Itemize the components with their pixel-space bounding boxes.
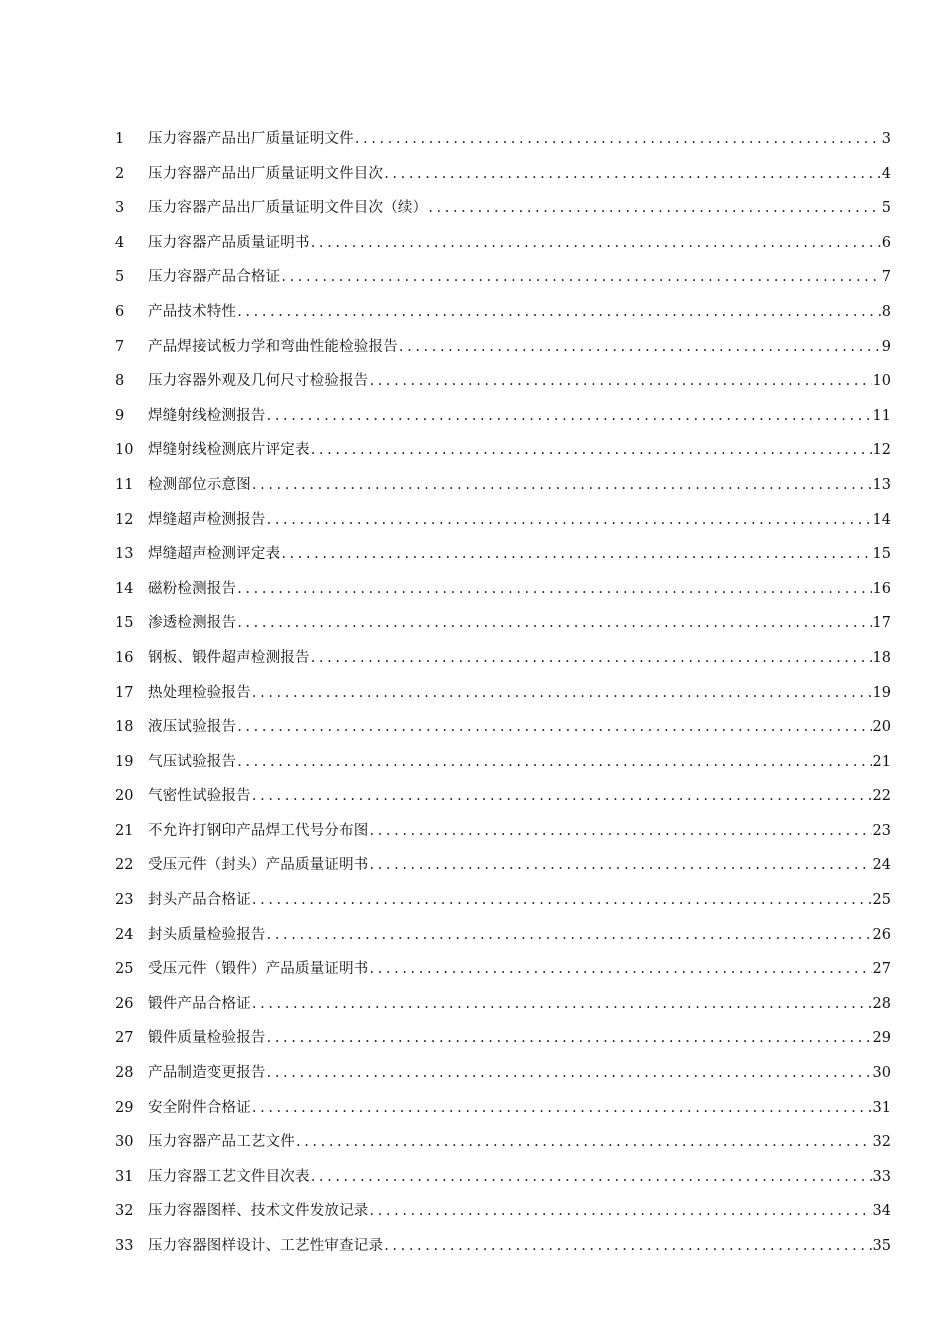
toc-entry-number: 25: [115, 961, 134, 978]
toc-entry[interactable]: [115, 433, 891, 468]
toc-dot-leader: [237, 745, 871, 780]
toc-dot-leader: [399, 330, 881, 365]
toc-entry-page-number: 11: [872, 407, 891, 424]
toc-entry-title: 压力容器图样、技术文件发放记录: [148, 1203, 369, 1220]
toc-entry-number: 11: [115, 476, 134, 493]
toc-dot-leader: [237, 710, 871, 745]
toc-entry[interactable]: [115, 745, 891, 780]
toc-entry-title: 受压元件（封头）产品质量证明书: [148, 857, 369, 874]
toc-entry-number: 7: [115, 338, 125, 355]
toc-entry-page-number: 7: [881, 269, 891, 286]
toc-entry[interactable]: [115, 918, 891, 953]
toc-entry-page-number: 23: [872, 822, 891, 839]
toc-entry-number: 3: [115, 200, 125, 217]
toc-entry-title: 压力容器产品出厂质量证明文件目次（续）: [148, 200, 428, 217]
toc-entry-page-number: 19: [872, 684, 891, 701]
toc-entry-page-number: 10: [872, 373, 891, 390]
toc-entry-title: 压力容器产品出厂质量证明文件目次: [148, 165, 384, 182]
toc-entry[interactable]: [115, 1091, 891, 1126]
toc-entry-number: 30: [115, 1134, 134, 1151]
toc-entry-title: 磁粉检测报告: [148, 580, 237, 597]
toc-entry-page-number: 20: [872, 719, 891, 736]
toc-entry-title: 产品制造变更报告: [148, 1065, 266, 1082]
toc-entry[interactable]: [115, 848, 891, 883]
toc-entry-title: 压力容器工艺文件目次表: [148, 1168, 310, 1185]
toc-entry-page-number: 26: [872, 926, 891, 943]
toc-entry-page-number: 28: [872, 995, 891, 1012]
toc-entry-number: 24: [115, 926, 134, 943]
toc-entry-page-number: 29: [872, 1030, 891, 1047]
toc-entry[interactable]: [115, 157, 891, 192]
toc-dot-leader: [252, 779, 872, 814]
toc-dot-leader: [384, 157, 881, 192]
toc-entry-number: 5: [115, 269, 125, 286]
toc-entry-number: 22: [115, 857, 134, 874]
toc-entry-number: 28: [115, 1065, 134, 1082]
toc-entry-title: 受压元件（锻件）产品质量证明书: [148, 961, 369, 978]
toc-entry[interactable]: [115, 676, 891, 711]
toc-entry-page-number: 16: [872, 580, 891, 597]
toc-entry[interactable]: [115, 814, 891, 849]
toc-entry-number: 18: [115, 719, 134, 736]
toc-entry[interactable]: [115, 1056, 891, 1091]
toc-dot-leader: [237, 295, 881, 330]
toc-entry[interactable]: [115, 399, 891, 434]
toc-dot-leader: [267, 918, 872, 953]
toc-dot-leader: [267, 1021, 872, 1056]
toc-entry-title: 产品技术特性: [148, 303, 237, 320]
toc-entry-number: 16: [115, 649, 134, 666]
toc-entry[interactable]: [115, 260, 891, 295]
toc-entry-number: 17: [115, 684, 134, 701]
toc-entry-page-number: 34: [872, 1203, 891, 1220]
toc-entry[interactable]: [115, 952, 891, 987]
toc-entry-number: 20: [115, 788, 134, 805]
toc-entry[interactable]: [115, 364, 891, 399]
toc-entry-title: 焊缝超声检测报告: [148, 511, 266, 528]
toc-dot-leader: [311, 226, 881, 261]
toc-dot-leader: [370, 848, 872, 883]
toc-entry-number: 1: [115, 131, 125, 147]
toc-entry-number: 6: [115, 303, 125, 320]
toc-dot-leader: [252, 468, 872, 503]
toc-entry-number: 33: [115, 1238, 134, 1254]
toc-entry[interactable]: [115, 641, 891, 676]
toc-entry-page-number: 3: [881, 131, 891, 147]
toc-entry-title: 渗透检测报告: [148, 615, 237, 632]
toc-entry-page-number: 32: [872, 1134, 891, 1151]
toc-dot-leader: [252, 883, 872, 918]
toc-entry[interactable]: [115, 883, 891, 918]
toc-entry-number: 26: [115, 995, 134, 1012]
toc-entry-page-number: 14: [872, 511, 891, 528]
toc-dot-leader: [370, 364, 872, 399]
toc-entry-title: 焊缝射线检测底片评定表: [148, 442, 310, 459]
toc-entry-page-number: 4: [881, 165, 891, 182]
toc-entry[interactable]: [115, 1160, 891, 1195]
toc-entry-title: 封头质量检验报告: [148, 926, 266, 943]
toc-dot-leader: [311, 641, 872, 676]
toc-entry-page-number: 8: [881, 303, 891, 320]
toc-entry-title: 压力容器产品工艺文件: [148, 1134, 295, 1151]
toc-entry-page-number: 25: [872, 892, 891, 909]
toc-entry-page-number: 22: [872, 788, 891, 805]
toc-entry-page-number: 17: [872, 615, 891, 632]
toc-entry-title: 锻件质量检验报告: [148, 1030, 266, 1047]
toc-entry-title: 安全附件合格证: [148, 1099, 251, 1116]
toc-entry-number: 21: [115, 822, 134, 839]
toc-entry-title: 热处理检验报告: [148, 684, 251, 701]
toc-entry-page-number: 24: [872, 857, 891, 874]
toc-dot-leader: [252, 676, 872, 711]
toc-entry-title: 产品焊接试板力学和弯曲性能检验报告: [148, 338, 398, 355]
toc-dot-leader: [370, 952, 872, 987]
toc-dot-leader: [267, 399, 872, 434]
toc-dot-leader: [267, 1056, 872, 1091]
toc-dot-leader: [237, 572, 871, 607]
toc-entry-page-number: 30: [872, 1065, 891, 1082]
toc-entry[interactable]: [115, 1021, 891, 1056]
toc-dot-leader: [237, 606, 871, 641]
toc-entry-title: 压力容器产品出厂质量证明文件: [148, 131, 354, 147]
toc-entry-page-number: 35: [872, 1238, 891, 1254]
toc-entry[interactable]: [115, 503, 891, 538]
toc-entry-number: 14: [115, 580, 134, 597]
toc-entry-title: 压力容器产品合格证: [148, 269, 281, 286]
toc-entry-page-number: 5: [881, 200, 891, 217]
toc-entry-number: 12: [115, 511, 134, 528]
toc-entry-title: 封头产品合格证: [148, 892, 251, 909]
toc-entry[interactable]: [115, 191, 891, 226]
toc-entry-title: 焊缝射线检测报告: [148, 407, 266, 424]
toc-entry-number: 32: [115, 1203, 134, 1220]
toc-entry-number: 29: [115, 1099, 134, 1116]
toc-entry-page-number: 18: [872, 649, 891, 666]
toc-dot-leader: [267, 503, 872, 538]
toc-entry-title: 压力容器图样设计、工艺性审查记录: [148, 1238, 384, 1254]
toc-entry[interactable]: [115, 122, 891, 157]
toc-entry[interactable]: [115, 572, 891, 607]
table-of-contents: [115, 122, 891, 1264]
toc-entry[interactable]: [115, 330, 891, 365]
toc-entry-page-number: 31: [872, 1099, 891, 1116]
toc-entry[interactable]: [115, 1229, 891, 1264]
toc-entry-page-number: 33: [872, 1168, 891, 1185]
toc-entry-page-number: 12: [872, 442, 891, 459]
toc-entry-title: 气压试验报告: [148, 753, 237, 770]
toc-entry[interactable]: [115, 987, 891, 1022]
toc-dot-leader: [384, 1229, 871, 1264]
toc-entry[interactable]: [115, 295, 891, 330]
toc-dot-leader: [281, 537, 871, 572]
toc-entry-number: 15: [115, 615, 134, 632]
toc-dot-leader: [370, 1194, 872, 1229]
toc-entry-title: 压力容器产品质量证明书: [148, 234, 310, 251]
toc-dot-leader: [370, 814, 872, 849]
toc-dot-leader: [296, 1125, 872, 1160]
toc-entry-title: 锻件产品合格证: [148, 995, 251, 1012]
toc-entry-page-number: 13: [872, 476, 891, 493]
toc-entry[interactable]: [115, 710, 891, 745]
toc-entry-page-number: 9: [881, 338, 891, 355]
toc-entry[interactable]: [115, 1194, 891, 1229]
toc-entry[interactable]: [115, 779, 891, 814]
toc-entry-page-number: 21: [872, 753, 891, 770]
toc-entry[interactable]: [115, 1125, 891, 1160]
toc-entry-page-number: 6: [881, 234, 891, 251]
toc-entry-number: 31: [115, 1168, 134, 1185]
toc-dot-leader: [311, 1160, 872, 1195]
toc-entry-number: 9: [115, 407, 125, 424]
toc-dot-leader: [252, 1091, 872, 1126]
toc-entry-number: 2: [115, 165, 125, 182]
toc-dot-leader: [281, 260, 880, 295]
toc-dot-leader: [355, 122, 881, 157]
toc-entry-number: 10: [115, 442, 134, 459]
toc-entry[interactable]: [115, 537, 891, 572]
toc-entry-page-number: 27: [872, 961, 891, 978]
toc-entry-number: 13: [115, 546, 134, 563]
toc-entry-title: 焊缝超声检测评定表: [148, 546, 281, 563]
toc-entry-number: 4: [115, 234, 125, 251]
toc-entry[interactable]: [115, 606, 891, 641]
toc-dot-leader: [428, 191, 880, 226]
toc-entry[interactable]: [115, 226, 891, 261]
toc-entry-number: 23: [115, 892, 134, 909]
toc-entry-number: 19: [115, 753, 134, 770]
toc-dot-leader: [311, 433, 872, 468]
toc-entry-number: 27: [115, 1030, 134, 1047]
toc-entry-title: 钢板、锻件超声检测报告: [148, 649, 310, 666]
toc-entry-page-number: 15: [872, 546, 891, 563]
toc-dot-leader: [252, 987, 872, 1022]
toc-entry-number: 8: [115, 373, 125, 390]
toc-entry-title: 检测部位示意图: [148, 476, 251, 493]
toc-entry[interactable]: [115, 468, 891, 503]
toc-entry-title: 压力容器外观及几何尺寸检验报告: [148, 373, 369, 390]
toc-entry-title: 不允许打钢印产品焊工代号分布图: [148, 822, 369, 839]
toc-entry-title: 气密性试验报告: [148, 788, 251, 805]
toc-entry-title: 液压试验报告: [148, 719, 237, 736]
